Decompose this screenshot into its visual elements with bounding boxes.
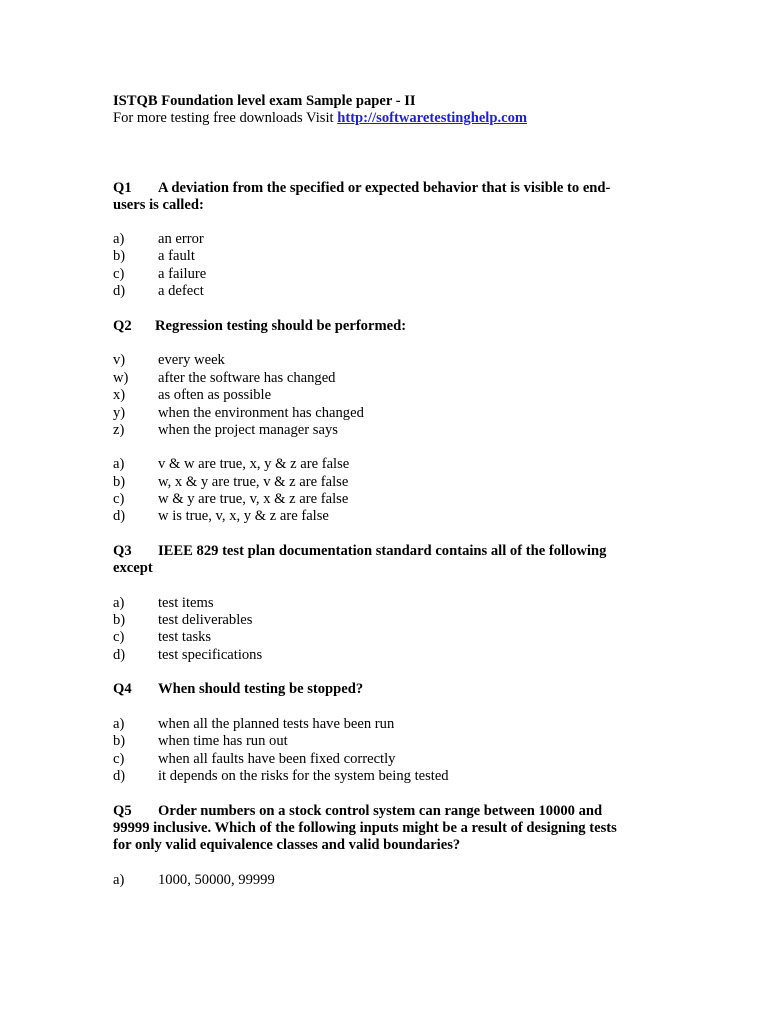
question-number: Q1 xyxy=(113,180,132,196)
statement-label: w) xyxy=(113,370,129,386)
document-subtitle xyxy=(113,110,527,127)
option-label: b) xyxy=(113,248,126,264)
question-text-line: users is called: xyxy=(113,197,204,213)
option-label: c) xyxy=(113,491,125,507)
website-link[interactable]: http://softwaretestinghelp.com xyxy=(337,110,528,126)
question-text-line: for only valid equivalence classes and valid boundaries? xyxy=(113,837,461,853)
document-title: ISTQB Foundation level exam Sample paper - II xyxy=(113,93,416,109)
question-text-line: Order numbers on a stock control system can range between 10000 and xyxy=(158,803,603,819)
option-label: d) xyxy=(113,647,126,663)
question-number: Q5 xyxy=(113,803,132,819)
option-text: a failure xyxy=(158,266,207,282)
option-label: a) xyxy=(113,872,125,888)
statement-label: v) xyxy=(113,352,126,368)
option-text: test items xyxy=(158,595,214,611)
option-text: 1000, 50000, 99999 xyxy=(158,872,275,888)
statement-label: y) xyxy=(113,405,126,421)
option-text: test tasks xyxy=(158,629,212,645)
question-text-line: IEEE 829 test plan documentation standard contains all of the following xyxy=(158,543,607,559)
option-label: b) xyxy=(113,612,126,628)
option-text: w & y are true, v, x & z are false xyxy=(158,491,349,507)
question-text-line: When should testing be stopped? xyxy=(158,681,364,697)
question-text-line: Regression testing should be performed: xyxy=(155,318,407,334)
question-text-line: A deviation from the specified or expected behavior that is visible to end- xyxy=(158,180,611,196)
statement-label: z) xyxy=(113,422,125,438)
statement-text: every week xyxy=(158,352,225,368)
option-label: b) xyxy=(113,733,126,749)
statement-label: x) xyxy=(113,387,126,403)
question-text-line: 99999 inclusive. Which of the following inputs might be a result of designing tests xyxy=(113,820,617,836)
option-label: d) xyxy=(113,508,126,524)
question-number: Q4 xyxy=(113,681,132,697)
option-label: a) xyxy=(113,231,125,247)
option-text: when time has run out xyxy=(158,733,288,749)
option-text: w is true, v, x, y & z are false xyxy=(158,508,329,524)
option-text: it depends on the risks for the system being tested xyxy=(158,768,449,784)
option-text: a defect xyxy=(158,283,204,299)
option-text: test specifications xyxy=(158,647,263,663)
option-text: v & w are true, x, y & z are false xyxy=(158,456,350,472)
option-label: c) xyxy=(113,266,125,282)
statement-text: after the software has changed xyxy=(158,370,336,386)
option-label: a) xyxy=(113,716,125,732)
option-text: test deliverables xyxy=(158,612,253,628)
statement-text: when the environment has changed xyxy=(158,405,364,421)
option-label: b) xyxy=(113,474,126,490)
option-text: a fault xyxy=(158,248,195,264)
option-label: a) xyxy=(113,595,125,611)
option-label: d) xyxy=(113,283,126,299)
option-text: when all the planned tests have been run xyxy=(158,716,395,732)
option-label: a) xyxy=(113,456,125,472)
question-number: Q2 xyxy=(113,318,132,334)
question-text-line: except xyxy=(113,560,153,576)
option-label: c) xyxy=(113,629,125,645)
statement-text: as often as possible xyxy=(158,387,272,403)
statement-text: when the project manager says xyxy=(158,422,338,438)
option-label: c) xyxy=(113,751,125,767)
option-text: w, x & y are true, v & z are false xyxy=(158,474,349,490)
subtitle-text: For more testing free downloads Visit xyxy=(113,110,338,126)
option-text: an error xyxy=(158,231,204,247)
option-label: d) xyxy=(113,768,126,784)
option-text: when all faults have been fixed correctly xyxy=(158,751,396,767)
question-number: Q3 xyxy=(113,543,132,559)
